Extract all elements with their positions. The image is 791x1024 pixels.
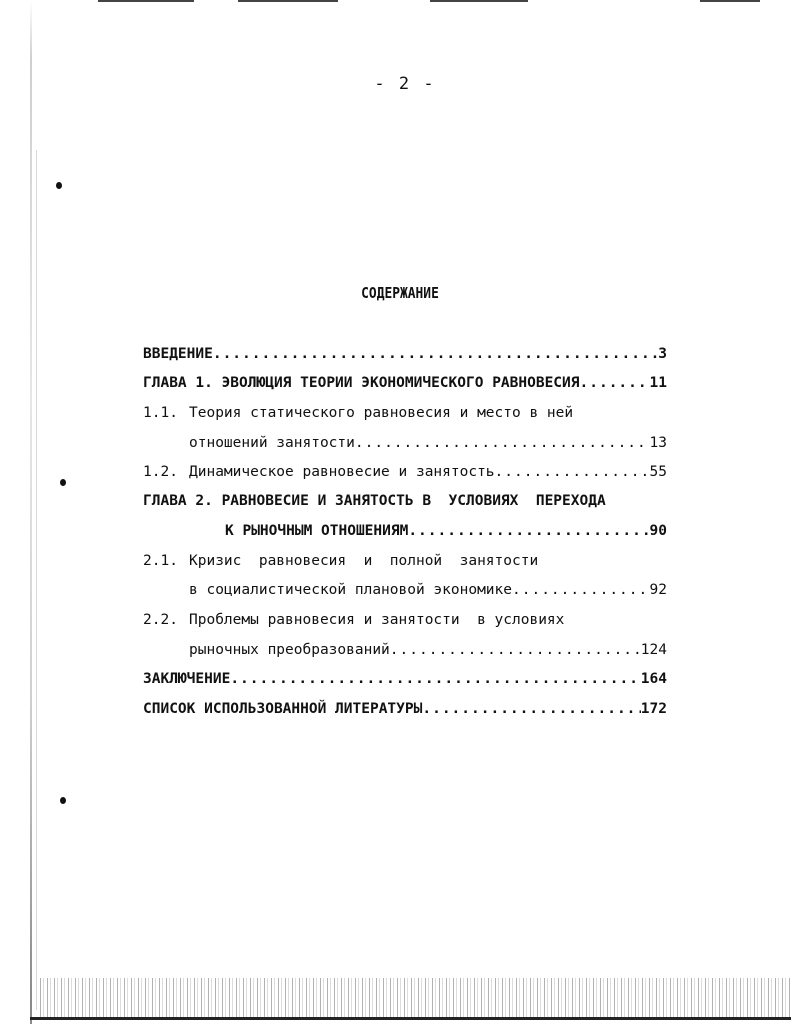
- toc-entry-section-2-2-cont[interactable]: [189, 638, 667, 662]
- toc-entry-text: Кризис равновесия и полной занятости: [189, 553, 539, 569]
- toc-entry-conclusion[interactable]: [143, 667, 667, 691]
- scan-top-rule-left: [98, 0, 194, 2]
- toc-entry-text: Проблемы равновесия и занятости в условиях: [189, 612, 565, 628]
- toc-entry-page: 3: [658, 346, 667, 362]
- toc-entry-chapter-2-cont[interactable]: [225, 519, 667, 543]
- toc-leader-dots: [213, 342, 658, 366]
- toc-entry-text: в социалистической плановой экономике: [189, 582, 513, 598]
- scan-bottom-line: [30, 1017, 791, 1020]
- toc-entry-number: 2.2.: [143, 612, 178, 628]
- toc-entry-number: 1.2.: [143, 464, 178, 480]
- toc-entry-page: 11: [649, 375, 667, 391]
- page-number: - 2 -: [374, 74, 436, 94]
- toc-entry-number: 1.1.: [143, 405, 178, 421]
- toc-entry-section-1-1-cont[interactable]: [189, 431, 667, 455]
- toc-entry-page: 55: [649, 464, 667, 480]
- toc-leader-dots: [355, 431, 650, 455]
- toc-entry-text: ЗАКЛЮЧЕНИЕ: [143, 671, 231, 687]
- toc-entry-page: 124: [640, 642, 667, 658]
- toc-entry-page: 90: [649, 523, 667, 539]
- toc-leader-dots: [495, 460, 650, 484]
- binder-hole-mark: [60, 479, 66, 486]
- toc-entry-text: Динамическое равновесие и занятость: [189, 464, 495, 480]
- toc-leader-dots: [422, 697, 640, 721]
- toc-entry-text: отношений занятости: [189, 435, 355, 451]
- toc-entry-text: ГЛАВА 1. ЭВОЛЮЦИЯ ТЕОРИИ ЭКОНОМИЧЕСКОГО РАВНОВЕСИЯ: [143, 375, 580, 391]
- scan-top-rule-right: [430, 0, 528, 2]
- toc-entry-section-2-2[interactable]: [143, 608, 667, 632]
- toc-title: СОДЕРЖАНИЕ: [361, 284, 439, 302]
- scan-top-rule-mid: [238, 0, 338, 2]
- toc-entry-text: ГЛАВА 2. РАВНОВЕСИЕ И ЗАНЯТОСТЬ В УСЛОВИЯХ ПЕРЕХОДА: [143, 493, 606, 509]
- toc-leader-dots: [512, 578, 650, 602]
- toc-leader-dots: [408, 519, 649, 543]
- toc-entry-text: СПИСОК ИСПОЛЬЗОВАННОЙ ЛИТЕРАТУРЫ: [143, 701, 423, 717]
- toc-leader-dots: [580, 371, 650, 395]
- toc-entry-text: рыночных преобразований: [189, 642, 390, 658]
- toc-leader-dots: [390, 638, 641, 662]
- binder-hole-mark: [56, 182, 62, 189]
- toc-entry-page: 92: [649, 582, 667, 598]
- toc-leader-dots: [230, 667, 640, 691]
- toc-entry-page: 164: [640, 671, 667, 687]
- toc-entry-references[interactable]: [143, 697, 667, 721]
- toc-entry-introduction[interactable]: [143, 342, 667, 366]
- toc-entry-chapter-1[interactable]: [143, 371, 667, 395]
- scan-top-rule-far: [700, 0, 760, 2]
- toc-entry-section-1-2[interactable]: [143, 460, 667, 484]
- binder-hole-mark: [60, 797, 66, 804]
- toc-entry-page: 13: [649, 435, 667, 451]
- toc-entry-section-2-1[interactable]: [143, 549, 667, 573]
- toc-entry-text: Теория статического равновесия и место в ней: [189, 405, 574, 421]
- toc-entry-page: 172: [640, 701, 667, 717]
- toc-entry-text: ВВЕДЕНИЕ: [143, 346, 213, 362]
- toc-entry-text: К РЫНОЧНЫМ ОТНОШЕНИЯМ: [225, 523, 409, 539]
- scan-edge-left-inner: [36, 150, 37, 1010]
- scan-bottom-noise: [40, 978, 791, 1018]
- toc-entry-section-2-1-cont[interactable]: [189, 578, 667, 602]
- toc-entry-section-1-1[interactable]: [143, 401, 667, 425]
- toc-entry-chapter-2[interactable]: [143, 489, 667, 513]
- toc-entry-number: 2.1.: [143, 553, 178, 569]
- scan-edge-left: [30, 0, 32, 1024]
